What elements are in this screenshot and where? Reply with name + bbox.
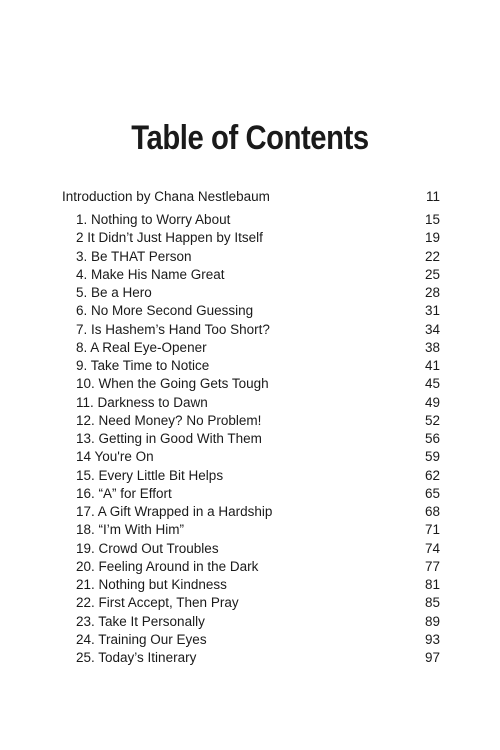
toc-entry: [76, 631, 440, 649]
toc-list: [76, 211, 440, 667]
toc-entry-title: 16. “A” for Effort: [76, 485, 172, 501]
page-title: Table of Contents: [131, 119, 369, 157]
toc-entry-page: 97: [424, 650, 440, 665]
toc-entry-title: 2 It Didn’t Just Happen by Itself: [76, 230, 263, 246]
toc-entry-title: 25. Today’s Itinerary: [76, 650, 197, 665]
toc-entry: [76, 521, 440, 539]
toc-entry-page: 65: [424, 485, 440, 501]
toc-entry-title: 5. Be a Hero: [76, 285, 152, 300]
toc-entry: [76, 613, 440, 631]
toc-entry-page: 68: [424, 504, 440, 519]
toc-entry-title: 10. When the Going Gets Tough: [76, 376, 269, 392]
toc-entry-title: 20. Feeling Around in the Dark: [76, 558, 259, 574]
toc-entry-page: 77: [424, 558, 440, 574]
toc-entry: [76, 211, 440, 229]
toc-entry-title: 4. Make His Name Great: [76, 266, 225, 282]
toc-entry-page: 74: [424, 540, 440, 556]
toc-entry-page: 38: [424, 339, 440, 355]
toc-entry-title: 22. First Accept, Then Pray: [76, 595, 239, 611]
toc-entry-page: 71: [424, 522, 440, 538]
toc-entry-page: 22: [424, 248, 440, 264]
toc-entry-page: 15: [424, 212, 440, 227]
toc-entry-page: 41: [424, 358, 440, 373]
toc-entry-title: 9. Take Time to Notice: [76, 358, 210, 373]
toc-entry-page: 85: [424, 595, 440, 611]
toc-entry-page: 49: [424, 394, 440, 410]
toc-entry-title: 14 You're On: [76, 449, 154, 465]
toc-entry: [76, 248, 440, 266]
toc-entry-page: 56: [424, 431, 440, 446]
toc-entry-page: 93: [424, 631, 440, 647]
toc-entry: [76, 339, 440, 357]
toc-entry-page: 59: [424, 449, 440, 465]
toc-entry: [76, 357, 440, 375]
toc-entry: [76, 284, 440, 302]
toc-entry: [76, 375, 440, 393]
toc-entry-title: 23. Take It Personally: [76, 613, 205, 629]
toc-introduction-page: 11: [425, 189, 440, 204]
toc-entry-page: 89: [424, 613, 440, 629]
toc-introduction-title: Introduction by Chana Nestlebaum: [62, 189, 270, 204]
toc-entry-title: 19. Crowd Out Troubles: [76, 540, 219, 556]
toc-entry: [76, 302, 440, 320]
toc-entry-title: 15. Every Little Bit Helps: [76, 467, 224, 483]
toc-entry-title: 18. “I’m With Him”: [76, 522, 184, 538]
toc-entry-page: 81: [424, 577, 440, 592]
toc-entry-page: 25: [424, 266, 440, 282]
toc-entry-page: 28: [424, 285, 440, 300]
toc-entry-title: 6. No More Second Guessing: [76, 303, 254, 319]
toc-entry: [76, 321, 440, 339]
toc-entry: [76, 540, 440, 558]
toc-entry-title: 1. Nothing to Worry About: [76, 212, 231, 227]
toc-entry-title: 12. Need Money? No Problem!: [76, 412, 262, 428]
toc-entry: [76, 649, 440, 667]
toc-entry-title: 7. Is Hashem’s Hand Too Short?: [76, 321, 270, 337]
toc-entry-page: 19: [424, 230, 440, 246]
toc-entry: [76, 485, 440, 503]
toc-entry-title: 17. A Gift Wrapped in a Hardship: [76, 504, 273, 519]
toc-entry-page: 62: [424, 467, 440, 483]
toc-entry-page: 52: [424, 412, 440, 428]
toc-entry-title: 21. Nothing but Kindness: [76, 577, 227, 592]
toc-entry: [76, 412, 440, 430]
toc-entry: [76, 558, 440, 576]
toc-entry-title: 13. Getting in Good With Them: [76, 431, 262, 446]
toc-entry: [76, 229, 440, 247]
toc-entry: [76, 448, 440, 466]
toc-entry: [76, 576, 440, 594]
toc-entry-page: 31: [424, 303, 440, 319]
toc-entry: [76, 503, 440, 521]
toc-entry-page: 34: [424, 321, 440, 337]
toc-entry: [76, 430, 440, 448]
toc-entry: [76, 394, 440, 412]
toc-entry-title: 11. Darkness to Dawn: [76, 394, 208, 410]
toc-entry-title: 24. Training Our Eyes: [76, 631, 207, 647]
toc-entry: [76, 266, 440, 284]
toc-entry: [76, 467, 440, 485]
toc-introduction-row: [62, 187, 440, 207]
toc-entry: [76, 594, 440, 612]
toc-entry-title: 3. Be THAT Person: [76, 248, 192, 264]
toc-entry-page: 45: [424, 376, 440, 392]
toc-entry-title: 8. A Real Eye-Opener: [76, 339, 207, 355]
